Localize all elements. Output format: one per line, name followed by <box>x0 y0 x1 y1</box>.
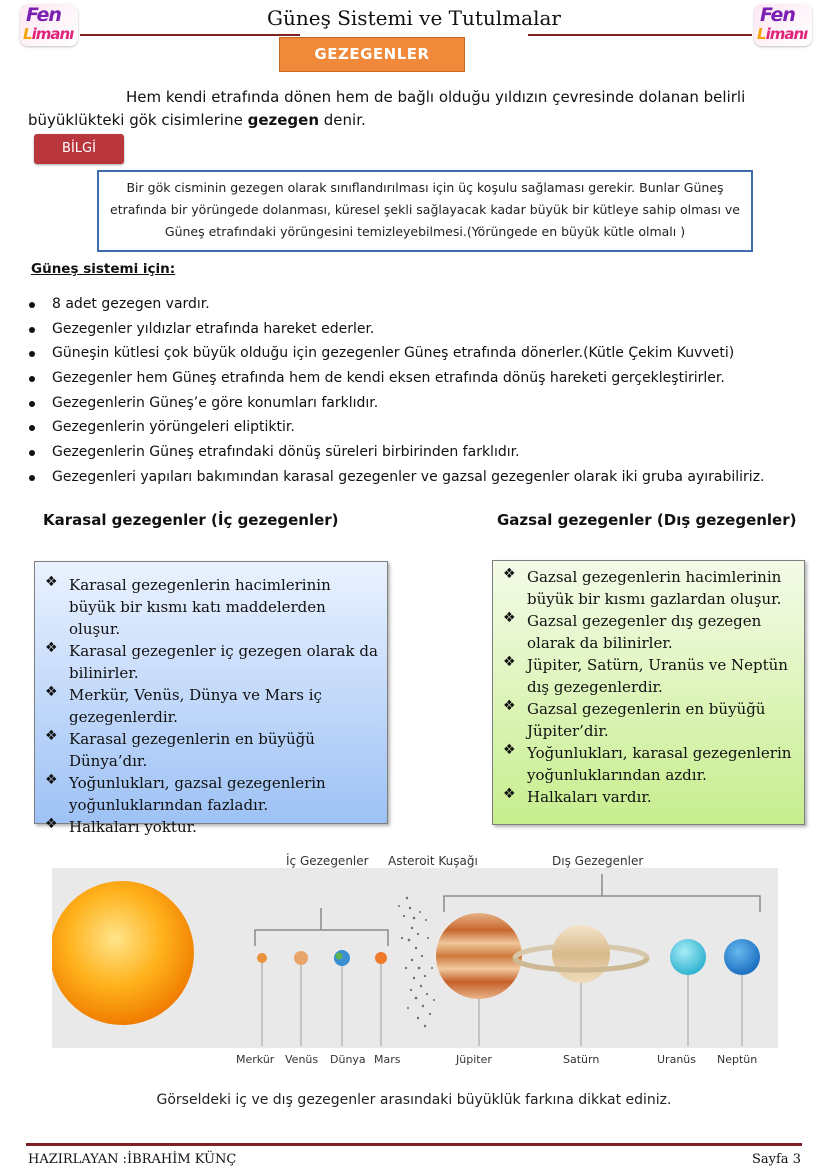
list-item: ❖ Jüpiter, Satürn, Uranüs ve Neptün dış gezegenlerdir. <box>503 654 788 696</box>
logo-text-top: Fen <box>760 4 795 26</box>
list-item: Güneşin kütlesi çok büyük olduğu için gezegenler Güneş etrafında dönerler.(Kütle Çekim Kuvveti) <box>28 345 818 370</box>
solar-system-facts <box>28 296 818 494</box>
gas-giants-heading: Gazsal gezegenler (Dış gezegenler) <box>497 511 797 529</box>
neptune <box>724 939 760 975</box>
uranus-label: Uranüs <box>657 1053 696 1066</box>
list-item: ❖ Gazsal gezegenlerin en büyüğü Jüpiter’dir. <box>503 698 766 740</box>
solar-system-heading: Güneş sistemi için: <box>31 261 176 277</box>
list-item: ❖ Gazsal gezegenler dış gezegen olarak da bilinirler. <box>503 610 762 652</box>
logo-text-bottom: Limanı <box>757 25 808 43</box>
venus <box>294 951 308 965</box>
jupiter <box>436 913 522 999</box>
venus-label: Venüs <box>285 1053 319 1066</box>
list-item: Gezegenlerin yörüngeleri eliptiktir. <box>28 419 818 444</box>
header-rule-right <box>528 34 752 36</box>
mercury-label: Merkür <box>236 1053 275 1066</box>
footer-author: HAZIRLAYAN :İBRAHİM KÜNÇ <box>28 1152 237 1167</box>
mercury <box>257 953 267 963</box>
fen-limani-logo-left <box>20 4 78 46</box>
neptune-label: Neptün <box>717 1053 758 1066</box>
jupiter-label: Jüpiter <box>456 1053 492 1066</box>
page-title: Güneş Sistemi ve Tutulmalar <box>267 6 561 30</box>
list-item: Gezegenlerin Güneş’e göre konumları farklıdır. <box>28 395 818 420</box>
list-item: ❖ Karasal gezegenler iç gezegen olarak da bilinirler. <box>45 640 378 682</box>
info-tag: BİLGİ <box>34 134 124 164</box>
list-item: ❖ Merkür, Venüs, Dünya ve Mars iç gezegenlerdir. <box>45 684 322 726</box>
info-box <box>97 170 753 252</box>
intro-text: Hem kendi etrafında dönen hem de bağlı olduğu yıldızın çevresinde dolanan belirli büyüklükteki gök cisimlerine <box>28 88 746 129</box>
logo-text-bottom: Limanı <box>23 25 74 43</box>
list-item: ❖ Yoğunlukları, karasal gezegenlerin yoğunluklarından azdır. <box>503 742 792 784</box>
mars <box>375 952 387 964</box>
list-item: Gezegenleri yapıları bakımından karasal gezegenler ve gazsal gezegenler olarak iki gruba ayırabiliriz. <box>28 469 818 494</box>
outer-planets-label: Dış Gezegenler <box>552 854 644 868</box>
list-item: Gezegenler hem Güneş etrafında hem de kendi eksen etrafında dönüş hareketi gerçekleştirirler. <box>28 370 818 395</box>
list-item: ❖ Gazsal gezegenlerin hacimlerinin büyük bir kısmı gazlardan oluşur. <box>503 566 782 608</box>
saturn-label: Satürn <box>563 1053 600 1066</box>
list-item: ❖ Halkaları vardır. <box>503 786 652 806</box>
uranus <box>670 939 706 975</box>
terrestrial-box <box>34 561 388 836</box>
header-rule-left <box>80 34 300 36</box>
sun <box>52 881 194 1025</box>
asteroid-belt-label: Asteroit Kuşağı <box>388 854 478 868</box>
intro-paragraph <box>28 86 808 132</box>
page-number: Sayfa 3 <box>752 1152 801 1167</box>
list-item: ❖ Karasal gezegenlerin en büyüğü Dünya’dır. <box>45 728 315 770</box>
diagram-caption: Görseldeki iç ve dış gezegenler arasındaki büyüklük farkına dikkat ediniz. <box>156 1092 672 1108</box>
earth-label: Dünya <box>330 1053 366 1066</box>
list-item: ❖ Halkaları yoktur. <box>45 816 197 836</box>
terrestrial-heading: Karasal gezegenler (İç gezegenler) <box>43 511 339 529</box>
saturn <box>552 925 610 983</box>
list-item: Gezegenler yıldızlar etrafında hareket ederler. <box>28 321 818 346</box>
info-text: Bir gök cisminin gezegen olarak sınıflandırılması için üç koşulu sağlaması gerekir. Bunlar Güneş etrafında bir yörüngede dolanması, küresel şekli sağlayacak kadar büyük bir kütleye sahip olması ve Güneş etrafındaki yörüngesini temizleyebilmesi.(Yörüngede en büyük kütle olmalı ) <box>110 180 740 239</box>
section-title: GEZEGENLER <box>279 37 465 72</box>
inner-planets-label: İç Gezegenler <box>286 854 369 868</box>
intro-text-end: denir. <box>319 111 366 129</box>
mars-label: Mars <box>374 1053 401 1066</box>
gas-giants-box <box>492 560 805 825</box>
intro-bold-term: gezegen <box>247 111 319 129</box>
list-item: ❖ Yoğunlukları, gazsal gezegenlerin yoğunluklarından fazladır. <box>45 772 326 814</box>
list-item: ❖ Karasal gezegenlerin hacimlerinin büyük bir kısmı katı maddelerden oluşur. <box>45 574 331 638</box>
fen-limani-logo-right <box>754 4 812 46</box>
solar-system-illustration <box>52 868 778 1048</box>
list-item: 8 adet gezegen vardır. <box>28 296 818 321</box>
footer-rule <box>26 1143 802 1146</box>
logo-text-top: Fen <box>26 4 61 26</box>
list-item: Gezegenlerin Güneş etrafındaki dönüş süreleri birbirinden farklıdır. <box>28 444 818 469</box>
